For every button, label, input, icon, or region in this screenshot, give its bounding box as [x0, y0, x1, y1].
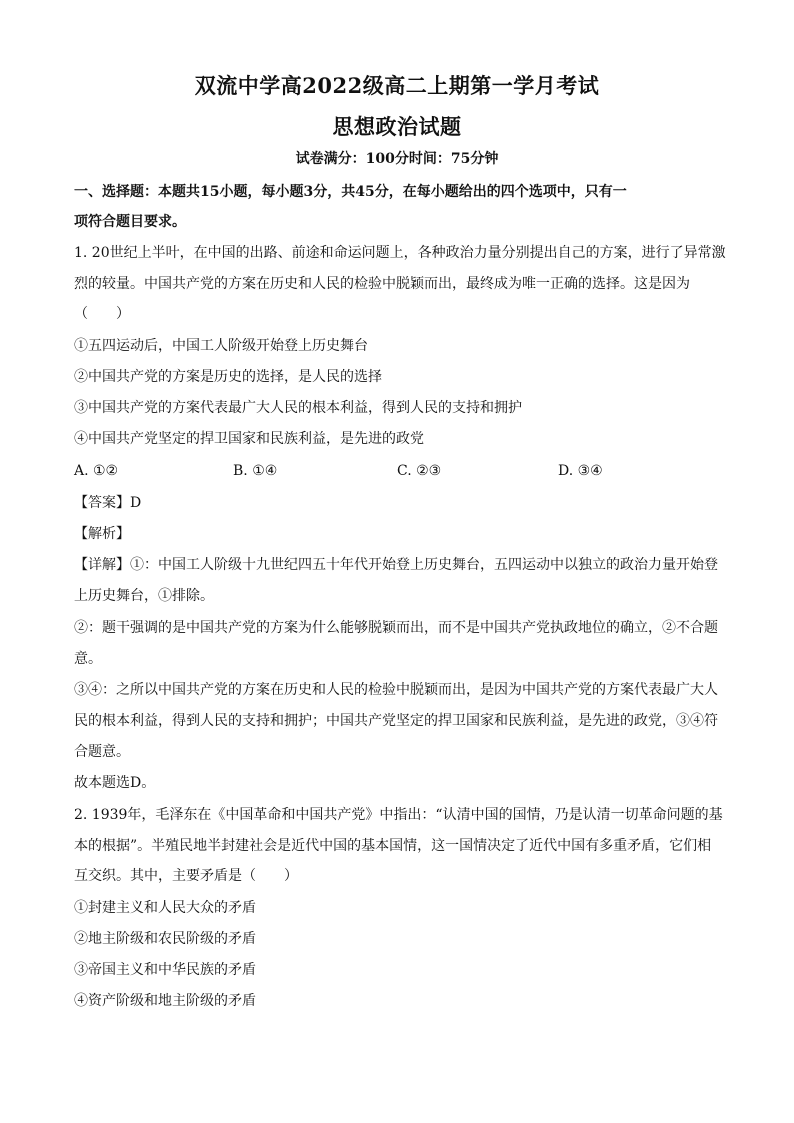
q1-answer: 【答案】D	[74, 495, 142, 511]
q1-stem-bracket: （ ）	[74, 306, 130, 322]
q2-stem-end: 互交织。其中，主要矛盾是（ ）	[74, 868, 298, 884]
q1-detail-3: ③④：之所以中国共产党的方案在历史和人民的检验中脱颖而出，是因为中国共产党的方案代表最广大人	[74, 682, 718, 698]
q2-item-2: ②地主阶级和农民阶级的矛盾	[74, 931, 256, 947]
q1-analysis-label: 【解析】	[74, 526, 130, 542]
q1-conclusion: 故本题选D。	[74, 775, 156, 791]
q1-item-1: ①五四运动后，中国工人阶级开始登上历史舞台	[74, 338, 368, 354]
q1-option-b: B. ①④	[233, 463, 278, 479]
q2-item-1: ①封建主义和人民大众的矛盾	[74, 900, 256, 916]
q1-options	[74, 461, 724, 481]
q1-item-4: ④中国共产党坚定的捍卫国家和民族利益，是先进的政党	[74, 431, 424, 447]
q1-stem: 1. 20世纪上半叶，在中国的出路、前途和命运问题上，各种政治力量分别提出自己的方案，进行了异常激	[74, 245, 726, 261]
exam-title: 双流中学高2022级高二上期第一学月考试	[194, 73, 600, 98]
q1-detail-2-cont: 意。	[74, 651, 102, 667]
q1-detail-2: ②：题干强调的是中国共产党的方案为什么能够脱颖而出，而不是中国共产党执政地位的确立，②不合题	[74, 620, 718, 636]
section-heading-cont: 项符合题目要求。	[74, 214, 186, 230]
q1-option-c: C. ②③	[397, 463, 442, 479]
q1-item-2: ②中国共产党的方案是历史的选择，是人民的选择	[74, 369, 382, 385]
q2-stem: 2. 1939年，毛泽东在《中国革命和中国共产党》中指出：“认清中国的国情，乃是认清一切革命问题的基	[74, 807, 723, 823]
q1-detail-3-cont: 民的根本利益，得到人民的支持和拥护；中国共产党坚定的捍卫国家和民族利益，是先进的政党，③④符	[74, 713, 718, 729]
exam-info: 试卷满分：100分时间：75分钟	[295, 151, 499, 167]
q2-stem-cont: 本的根据”。半殖民地半封建社会是近代中国的基本国情，这一国情决定了近代中国有多重矛盾，它们相	[74, 838, 712, 854]
section-heading: 一、选择题：本题共15小题，每小题3分，共45分，在每小题给出的四个选项中，只有一	[74, 184, 627, 200]
subject-title: 思想政治试题	[332, 114, 462, 139]
q2-item-3: ③帝国主义和中华民族的矛盾	[74, 962, 256, 978]
q2-item-4: ④资产阶级和地主阶级的矛盾	[74, 993, 256, 1009]
q1-item-3: ③中国共产党的方案代表最广大人民的根本利益，得到人民的支持和拥护	[74, 400, 522, 416]
q1-detail-cont: 上历史舞台，①排除。	[74, 588, 214, 604]
q1-option-d: D. ③④	[558, 463, 603, 479]
q1-option-a: A. ①②	[74, 463, 119, 479]
q1-stem-cont: 烈的较量。中国共产党的方案在历史和人民的检验中脱颖而出，最终成为唯一正确的选择。这是因为	[74, 276, 690, 292]
q1-detail-3-end: 合题意。	[74, 744, 130, 760]
q1-detail: 【详解】①：中国工人阶级十九世纪四五十年代开始登上历史舞台，五四运动中以独立的政治力量开始登	[74, 557, 718, 573]
